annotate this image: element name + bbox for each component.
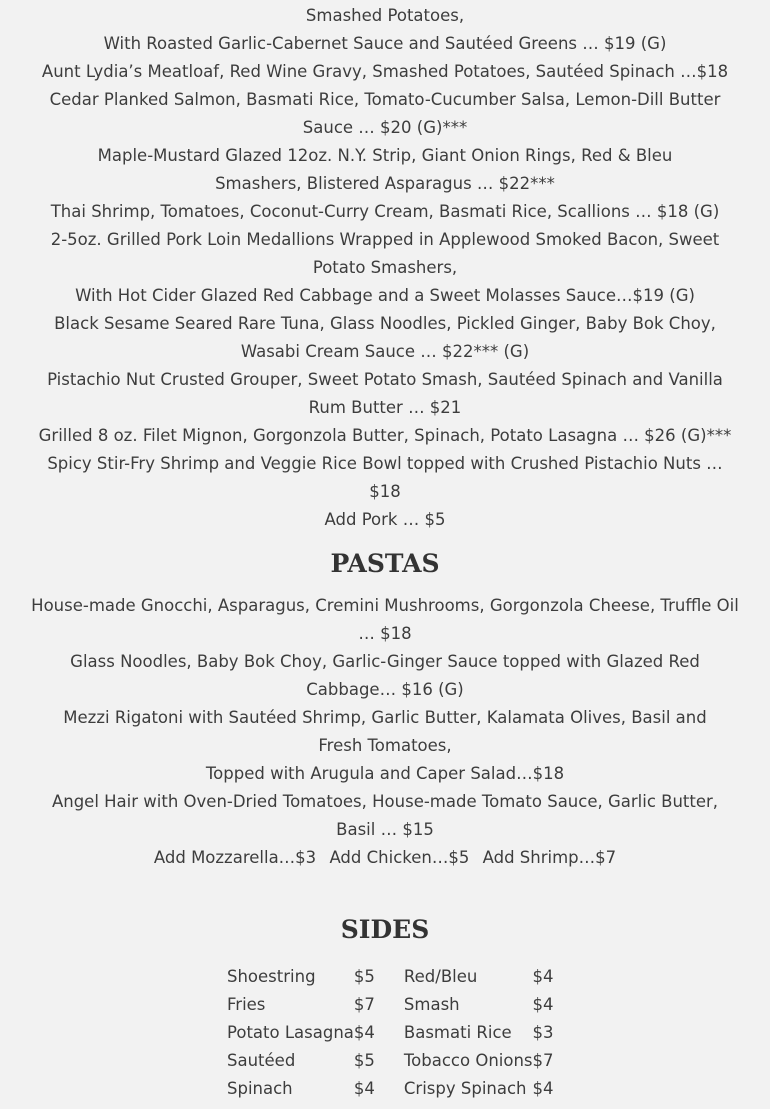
side-name: Crispy Spinach	[403, 1079, 527, 1098]
side-price: $4	[532, 995, 554, 1014]
menu-item: Topped with Arugula and Caper Salad…$18	[205, 764, 565, 783]
table-row	[227, 1075, 563, 1103]
menu-item: Aunt Lydia’s Meatloaf, Red Wine Gravy, Smashed Potatoes, Sautéed Spinach …$18	[41, 62, 729, 81]
side-price: $7	[532, 1051, 554, 1070]
menu-item: Mezzi Rigatoni with Sautéed Shrimp, Garlic Butter, Kalamata Olives, Basil and Fresh Tomatoes,	[63, 708, 707, 755]
table-row	[227, 991, 563, 1019]
addon-shrimp: Add Shrimp…$7	[482, 848, 617, 867]
side-name: Shoestring	[227, 967, 316, 986]
side-price: $3	[532, 1023, 554, 1042]
side-name: Basmati Rice	[403, 1023, 512, 1042]
side-name: Red/Bleu	[403, 967, 478, 986]
side-price: $4	[353, 1023, 375, 1042]
menu-item: With Hot Cider Glazed Red Cabbage and a Sweet Molasses Sauce…$19 (G)	[75, 286, 695, 305]
pastas-list	[30, 592, 740, 872]
side-name: Tobacco Onions	[403, 1051, 533, 1070]
side-price: $4	[532, 967, 554, 986]
side-price: $7	[353, 995, 375, 1014]
side-name: Smash	[403, 995, 460, 1014]
table-row	[227, 1019, 563, 1047]
menu-item: Spicy Stir-Fry Shrimp and Veggie Rice Bowl topped with Crushed Pistachio Nuts … $18	[47, 454, 723, 501]
menu-item: Glass Noodles, Baby Bok Choy, Garlic-Ginger Sauce topped with Glazed Red Cabbage… $16 (G)	[70, 652, 700, 699]
menu-item: Cedar Planked Salmon, Basmati Rice, Tomato-Cucumber Salsa, Lemon-Dill Butter Sauce … $20 (G)***	[49, 90, 721, 137]
side-name: Sautéed	[227, 1051, 296, 1070]
menu-item: 2-5oz. Grilled Pork Loin Medallions Wrapped in Applewood Smoked Bacon, Sweet Potato Smashers,	[50, 230, 720, 277]
menu-item: With Roasted Garlic-Cabernet Sauce and Sautéed Greens … $19 (G)	[103, 34, 667, 53]
menu-item: Maple-Mustard Glazed 12oz. N.Y. Strip, Giant Onion Rings, Red & Bleu Smashers, Blistered Asparagus … $22***	[97, 146, 673, 193]
menu-item: Thai Shrimp, Tomatoes, Coconut-Curry Cream, Basmati Rice, Scallions … $18 (G)	[50, 202, 720, 221]
side-name: Fries	[227, 995, 266, 1014]
side-name: Potato Lasagna	[227, 1023, 354, 1042]
side-price: $4	[532, 1079, 554, 1098]
addon-mozzarella: Add Mozzarella…$3	[153, 848, 317, 867]
menu-item: House-made Gnocchi, Asparagus, Cremini Mushrooms, Gorgonzola Cheese, Truffle Oil … $18	[31, 596, 739, 643]
menu-item: Angel Hair with Oven-Dried Tomatoes, House-made Tomato Sauce, Garlic Butter, Basil … $15	[51, 792, 719, 839]
pastas-heading: PASTAS	[330, 549, 440, 578]
addon-chicken: Add Chicken…$5	[329, 848, 470, 867]
menu-item: Grilled 8 oz. Filet Mignon, Gorgonzola Butter, Spinach, Potato Lasagna … $26 (G)***	[38, 426, 732, 445]
table-row	[227, 1047, 563, 1075]
side-price: $5	[353, 967, 375, 986]
side-price: $5	[353, 1051, 375, 1070]
menu-item: Add Pork … $5	[324, 510, 446, 529]
menu-item: Pistachio Nut Crusted Grouper, Sweet Potato Smash, Sautéed Spinach and Vanilla Rum Butter … $21	[47, 370, 723, 417]
menu-item: Smashed Potatoes,	[305, 6, 465, 25]
sides-heading: SIDES	[340, 915, 430, 944]
table-row	[227, 963, 563, 991]
pasta-addons	[30, 844, 740, 872]
side-name: Spinach	[227, 1079, 293, 1098]
menu-item: Black Sesame Seared Rare Tuna, Glass Noodles, Pickled Ginger, Baby Bok Choy, Wasabi Cream Sauce … $22*** (G)	[54, 314, 716, 361]
sides-table	[227, 963, 563, 1103]
entrees-list	[30, 2, 740, 534]
side-price: $4	[353, 1079, 375, 1098]
